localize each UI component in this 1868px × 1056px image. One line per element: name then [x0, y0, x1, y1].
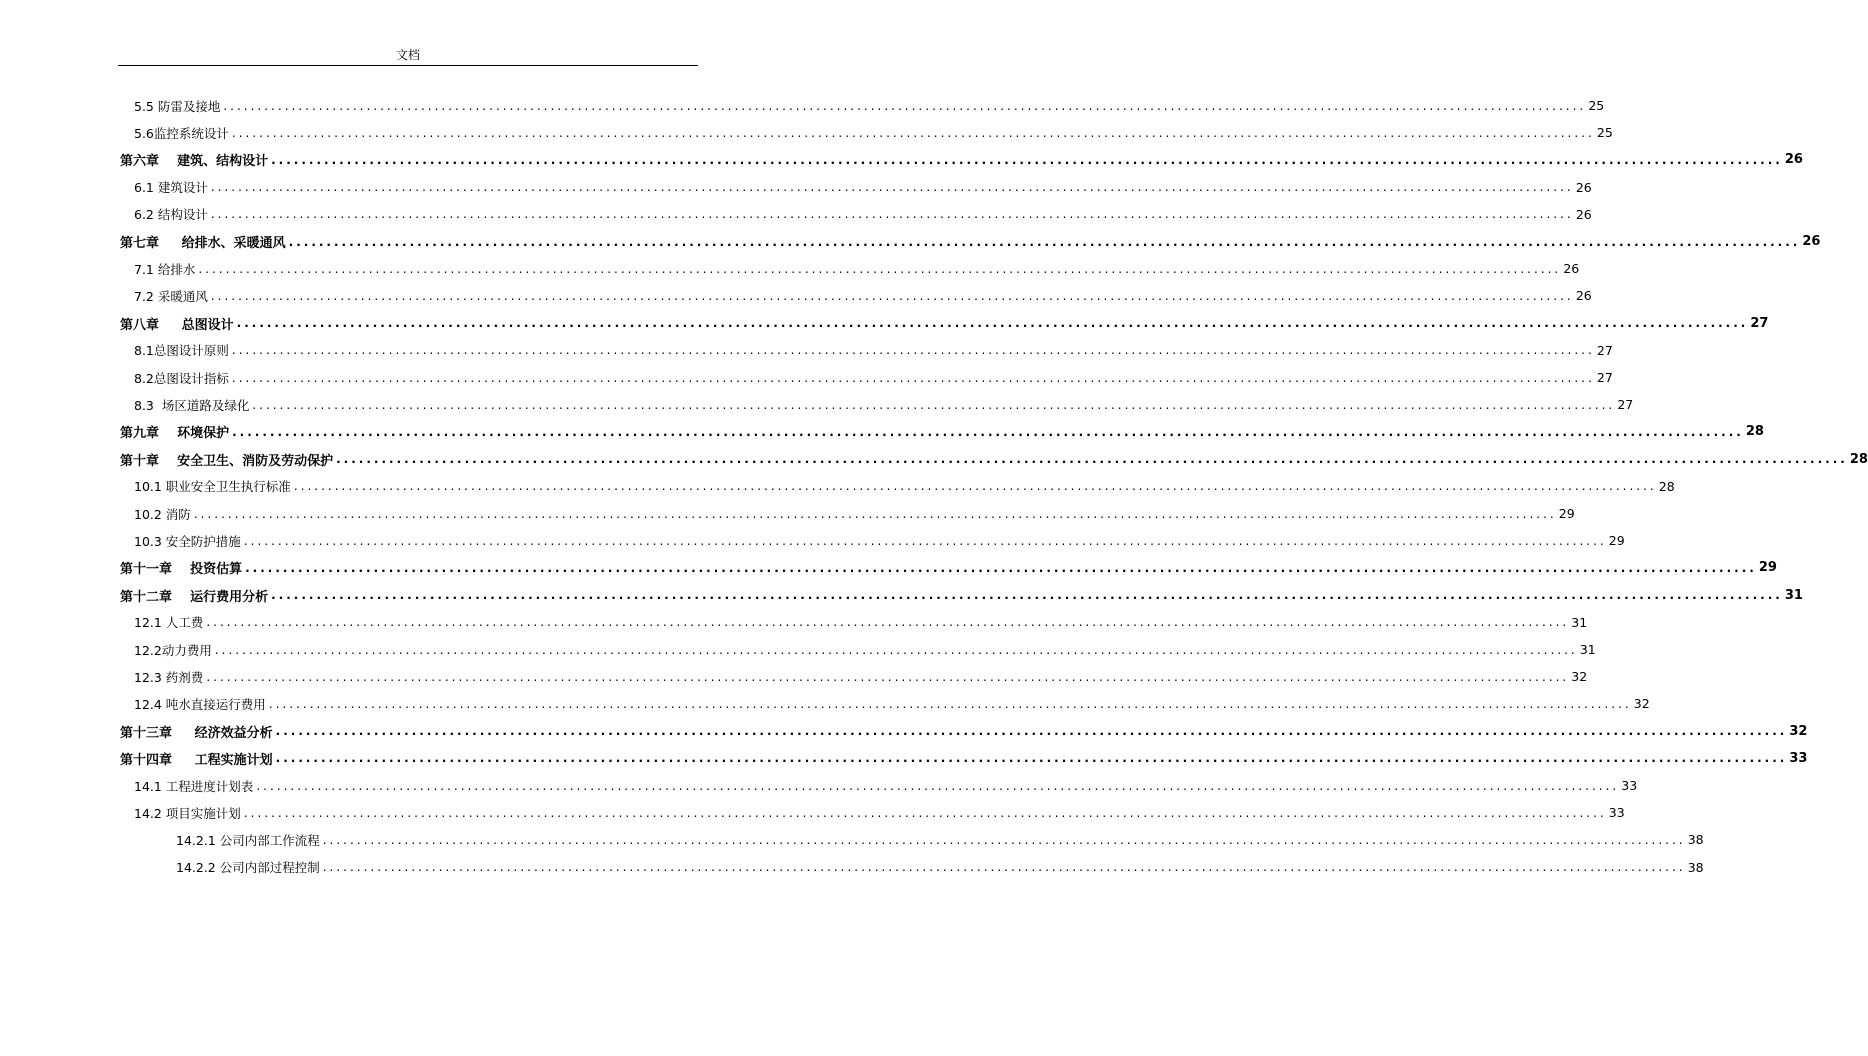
toc-page-number: 26: [1575, 179, 1592, 195]
toc-dot-leader: ........................................................................................................................................................................................................: [206, 669, 1570, 684]
toc-entry-label: 第十三章 经济效益分析: [120, 725, 273, 741]
toc-page-number: 38: [1687, 859, 1704, 875]
toc-page-number: 27: [1750, 315, 1769, 331]
toc-entry-label: 第十一章 投资估算: [120, 562, 243, 578]
header-rule: [118, 65, 698, 66]
toc-dot-leader: ........................................................................................................................................................................................................: [243, 533, 1607, 548]
toc-entry-label: 8.1总图设计原则: [134, 343, 229, 359]
toc-dot-leader: ........................................................................................................................................................................................................: [293, 479, 1657, 494]
toc-entry-label: 第九章 环境保护: [120, 426, 230, 442]
toc-chapter-entry[interactable]: [120, 446, 1868, 473]
toc-entry-label: 7.2 采暖通风: [134, 288, 208, 304]
toc-page-number: 31: [1579, 642, 1596, 657]
toc-entry-label: 10.2 消防: [134, 506, 191, 522]
toc-entry[interactable]: [134, 337, 1613, 364]
toc-page-number: 27: [1596, 370, 1613, 385]
toc-entry-label: 8.3 场区道路及绿化: [134, 397, 250, 413]
toc-page-number: 29: [1758, 560, 1777, 576]
toc-dot-leader: ........................................................................................................................................................................................................: [206, 615, 1570, 630]
toc-entry-label: 第十二章 运行费用分析: [120, 589, 269, 605]
toc-page-number: 28: [1745, 424, 1764, 440]
toc-page-number: 26: [1575, 288, 1592, 304]
toc-entry[interactable]: [134, 500, 1575, 527]
toc-dot-leader: ........................................................................................................................................................................................................: [322, 860, 1686, 875]
toc-dot-leader: ........................................................................................................................................................................................................: [198, 261, 1562, 276]
toc-dot-leader: ........................................................................................................................................................................................................: [210, 288, 1574, 303]
toc-chapter-entry[interactable]: [120, 228, 1821, 255]
toc-dot-leader: ........................................................................................................................................................................................................: [193, 506, 1557, 521]
toc-entry-label: 10.1 职业安全卫生执行标准: [134, 479, 291, 495]
toc-page-number: 28: [1658, 478, 1675, 494]
toc-dot-leader: ........................................................................................................................................................................................................: [271, 588, 1783, 603]
toc-page-number: 28: [1849, 451, 1868, 467]
toc-entry-label: 7.1 给排水: [134, 261, 196, 277]
toc-chapter-entry[interactable]: [120, 582, 1803, 609]
toc-dot-leader: ........................................................................................................................................................................................................: [252, 397, 1616, 412]
toc-dot-leader: ........................................................................................................................................................................................................: [210, 207, 1574, 222]
toc-dot-leader: ........................................................................................................................................................................................................: [231, 343, 1595, 358]
toc-entry[interactable]: [134, 174, 1592, 201]
toc-chapter-entry[interactable]: [120, 310, 1769, 337]
toc-dot-leader: ........................................................................................................................................................................................................: [223, 98, 1587, 113]
toc-dot-leader: ........................................................................................................................................................................................................: [243, 805, 1607, 820]
toc-entry-label: 14.2.1 公司内部工作流程: [176, 832, 320, 848]
toc-entry-label: 第七章 给排水、采暖通风: [120, 236, 286, 251]
toc-page-number: 29: [1558, 506, 1575, 521]
toc-entry-label: 12.1 人工费: [134, 615, 204, 631]
toc-page-number: 26: [1575, 206, 1592, 222]
toc-page-number: 32: [1789, 723, 1808, 739]
toc-page-number: 26: [1563, 261, 1580, 277]
toc-entry-label: 5.5 防雷及接地: [134, 98, 221, 114]
toc-dot-leader: ........................................................................................................................................................................................................: [231, 370, 1595, 385]
toc-entry[interactable]: [134, 772, 1638, 799]
toc-entry-label: 6.1 建筑设计: [134, 180, 208, 196]
toc-dot-leader: ........................................................................................................................................................................................................: [231, 125, 1595, 140]
toc-entry[interactable]: [134, 799, 1625, 826]
toc-entry[interactable]: [134, 364, 1613, 391]
toc-entry-label: 5.6监控系统设计: [134, 125, 229, 141]
toc-page-number: 31: [1784, 587, 1803, 603]
toc-page-number: 33: [1608, 805, 1625, 821]
toc-dot-leader: ........................................................................................................................................................................................................: [210, 180, 1574, 195]
toc-entry[interactable]: [134, 663, 1588, 690]
toc-dot-leader: ........................................................................................................................................................................................................: [336, 452, 1848, 467]
toc-page-number: 25: [1588, 98, 1605, 113]
toc-page-number: 32: [1633, 696, 1650, 712]
toc-entry-label: 8.2总图设计指标: [134, 370, 229, 386]
toc-entry-label: 6.2 结构设计: [134, 207, 208, 223]
toc-dot-leader: ........................................................................................................................................................................................................: [322, 832, 1686, 847]
toc-page-number: 27: [1596, 342, 1613, 358]
toc-entry-label: 14.1 工程进度计划表: [134, 778, 254, 794]
toc-page-number: 38: [1687, 832, 1704, 848]
toc-dot-leader: ........................................................................................................................................................................................................: [245, 560, 1757, 575]
toc-entry-label: 14.2 项目实施计划: [134, 805, 241, 821]
toc-dot-leader: ........................................................................................................................................................................................................: [256, 778, 1620, 793]
toc-entry[interactable]: [134, 690, 1650, 717]
toc-page-number: 31: [1571, 614, 1588, 630]
toc-page-number: 26: [1784, 152, 1803, 168]
toc-dot-leader: ........................................................................................................................................................................................................: [275, 724, 1788, 739]
toc-entry[interactable]: [134, 609, 1588, 636]
toc-entry[interactable]: [134, 636, 1596, 663]
toc-entry[interactable]: [134, 255, 1580, 282]
toc-entry[interactable]: [134, 527, 1625, 554]
toc-chapter-entry[interactable]: [120, 718, 1808, 745]
toc-page-number: 29: [1608, 533, 1625, 549]
toc-page-number: 32: [1571, 669, 1588, 685]
toc-entry[interactable]: [134, 282, 1592, 309]
toc-entry[interactable]: [176, 854, 1704, 881]
toc-chapter-entry[interactable]: [120, 554, 1777, 581]
toc-dot-leader: ........................................................................................................................................................................................................: [232, 424, 1744, 439]
toc-page-number: 26: [1802, 234, 1821, 249]
toc-dot-leader: ........................................................................................................................................................................................................: [236, 316, 1749, 331]
toc-entry[interactable]: [134, 201, 1592, 228]
toc-entry[interactable]: [134, 473, 1675, 500]
toc-entry-label: 12.4 吨水直接运行费用: [134, 696, 266, 712]
toc-dot-leader: ........................................................................................................................................................................................................: [268, 696, 1632, 711]
toc-entry-label: 14.2.2 公司内部过程控制: [176, 860, 320, 876]
toc-entry[interactable]: [134, 92, 1605, 119]
toc-page-number: 33: [1621, 778, 1638, 793]
toc-dot-leader: ........................................................................................................................................................................................................: [214, 642, 1578, 657]
toc-page-number: 27: [1617, 397, 1634, 413]
toc-dot-leader: ........................................................................................................................................................................................................: [271, 152, 1783, 167]
toc-entry-label: 12.3 药剂费: [134, 669, 204, 685]
toc-entry-label: 第八章 总图设计: [120, 317, 234, 333]
toc-page-number: 25: [1596, 125, 1613, 141]
page-header-title: 文档: [395, 48, 420, 62]
toc-entry[interactable]: [176, 826, 1704, 853]
toc-chapter-entry[interactable]: [120, 146, 1803, 173]
toc-chapter-entry[interactable]: [120, 745, 1808, 772]
toc-chapter-entry[interactable]: [120, 418, 1764, 445]
toc-entry[interactable]: [134, 119, 1613, 146]
toc-entry-label: 第十四章 工程实施计划: [120, 752, 273, 768]
toc-page-number: 33: [1789, 750, 1808, 766]
toc-entry-label: 12.2动力费用: [134, 642, 212, 658]
toc-entry-label: 第六章 建筑、结构设计: [120, 154, 269, 170]
toc-dot-leader: ........................................................................................................................................................................................................: [288, 234, 1801, 249]
toc-entry[interactable]: [134, 391, 1634, 418]
toc-entry-label: 10.3 安全防护措施: [134, 533, 241, 549]
toc-dot-leader: ........................................................................................................................................................................................................: [275, 751, 1788, 766]
toc-entry-label: 第十章 安全卫生、消防及劳动保护: [120, 453, 334, 469]
